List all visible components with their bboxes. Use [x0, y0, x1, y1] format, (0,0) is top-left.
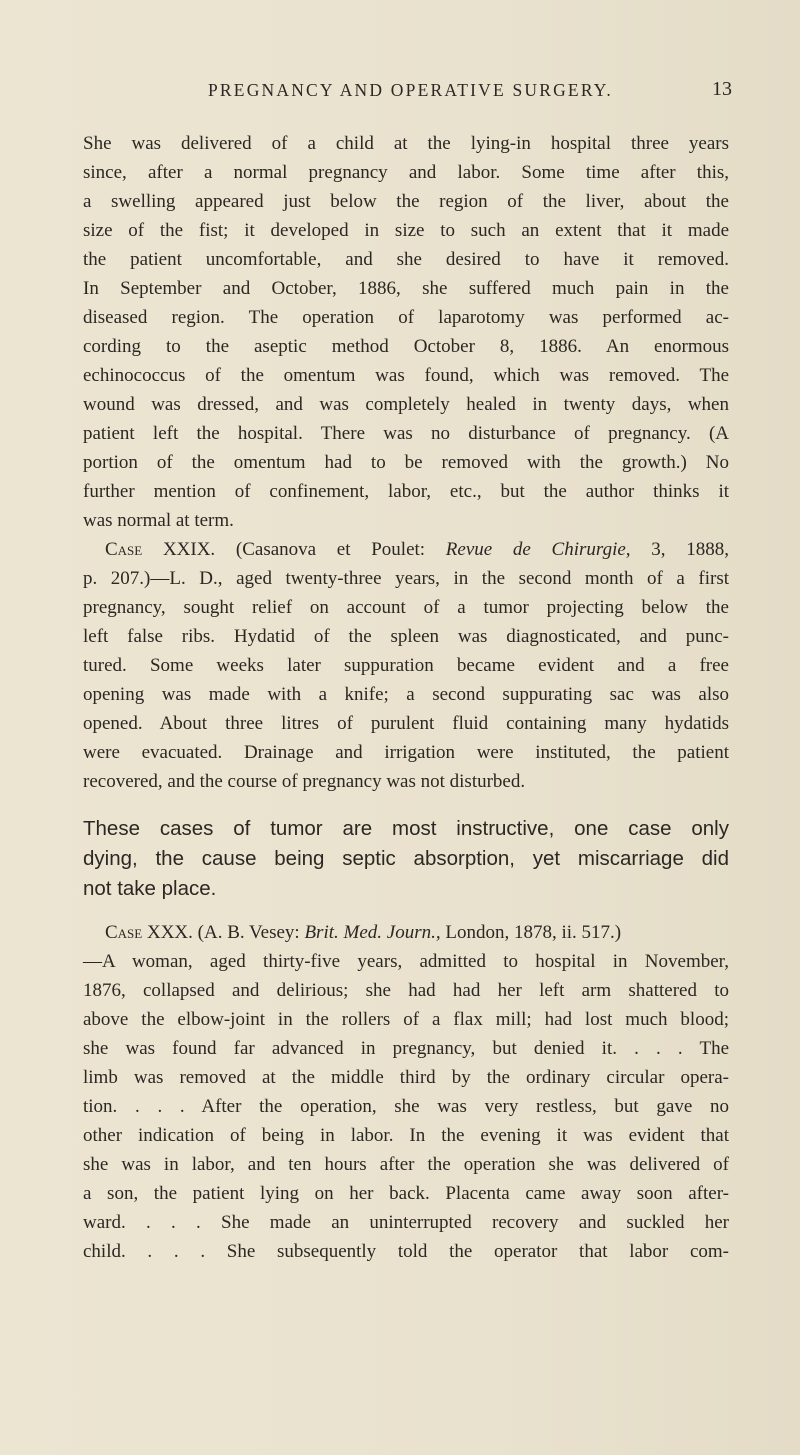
text-line: a son, the patient lying on her back. Placenta came away soon after-	[83, 1183, 729, 1204]
text-line: She was delivered of a child at the lying-in hospital three years	[83, 133, 729, 154]
text-line: not take place.	[83, 877, 217, 900]
text-line: In September and October, 1886, she suffered much pain in the	[83, 278, 729, 299]
text-line: the patient uncomfortable, and she desired to have it removed.	[83, 249, 729, 270]
text-line: recovered, and the course of pregnancy was not disturbed.	[83, 771, 526, 792]
text-line: was normal at term.	[83, 510, 234, 531]
text-line: above the elbow-joint in the rollers of a flax mill; had lost much blood;	[83, 1009, 729, 1030]
text-line: patient left the hospital. There was no disturbance of pregnancy. (A	[83, 423, 729, 444]
text-line: —A woman, aged thirty-five years, admitted to hospital in November,	[83, 951, 729, 972]
case-xxx	[83, 918, 729, 1266]
text-line: since, after a normal pregnancy and labor. Some time after this,	[83, 162, 729, 183]
paragraph-continuation	[83, 129, 729, 535]
inserted-commentary	[83, 814, 729, 904]
citation-text: 3, 1888,	[630, 539, 729, 560]
text-line: other indication of being in labor. In the evening it was evident that	[83, 1125, 729, 1146]
text-line: portion of the omentum had to be removed with the growth.) No	[83, 452, 729, 473]
text-line: opening was made with a knife; a second suppurating sac was also	[83, 684, 729, 705]
text-line: she was in labor, and ten hours after the operation she was delivered of	[83, 1154, 729, 1175]
text-line: child. . . . She subsequently told the operator that labor com-	[83, 1241, 729, 1262]
text-line: dying, the cause being septic absorption, yet miscarriage did	[83, 847, 729, 870]
body-text	[83, 129, 729, 1266]
text-line: p. 207.)—L. D., aged twenty-three years, in the second month of a first	[83, 568, 729, 589]
text-line: a swelling appeared just below the region of the liver, about the	[83, 191, 729, 212]
text-line: were evacuated. Drainage and irrigation were instituted, the patient	[83, 742, 729, 763]
text-line: 1876, collapsed and delirious; she had had her left arm shattered to	[83, 980, 729, 1001]
text-line: opened. About three litres of purulent fluid containing many hydatids	[83, 713, 729, 734]
text-line: cording to the aseptic method October 8, 1886. An enormous	[83, 336, 729, 357]
text-line: ward. . . . She made an uninterrupted recovery and suckled her	[83, 1212, 729, 1233]
case-heading-line	[83, 535, 729, 564]
citation-text: London, 1878, ii. 517.)	[440, 922, 622, 943]
citation-text: (A. B. Vesey:	[192, 922, 305, 943]
text-line: pregnancy, sought relief on account of a tumor projecting below the	[83, 597, 729, 618]
journal-title: Revue de Chirurgie,	[445, 539, 631, 560]
case-label: Case XXX.	[105, 922, 193, 943]
text-line: tured. Some weeks later suppuration became evident and a free	[83, 655, 729, 676]
case-label: Case XXIX.	[105, 539, 216, 560]
text-line: echinococcus of the omentum was found, which was removed. The	[83, 365, 729, 386]
journal-title: Brit. Med. Journ.,	[304, 922, 441, 943]
text-line: tion. . . . After the operation, she was very restless, but gave no	[83, 1096, 729, 1117]
text-line: she was found far advanced in pregnancy, but denied it. . . . The	[83, 1038, 729, 1059]
case-xxix	[83, 535, 729, 796]
text-line: wound was dressed, and was completely healed in twenty days, when	[83, 394, 729, 415]
text-line: left false ribs. Hydatid of the spleen was diagnosticated, and punc-	[83, 626, 729, 647]
page-number: 13	[712, 78, 732, 100]
text-line: diseased region. The operation of laparotomy was performed ac-	[83, 307, 729, 328]
text-line: These cases of tumor are most instructive, one case only	[83, 817, 729, 840]
text-line: further mention of confinement, labor, etc., but the author thinks it	[83, 481, 729, 502]
text-line: limb was removed at the middle third by the ordinary circular opera-	[83, 1067, 729, 1088]
citation-text: (Casanova et Poulet:	[215, 539, 446, 560]
text-line: size of the fist; it developed in size to such an extent that it made	[83, 220, 729, 241]
case-heading-line	[83, 918, 729, 947]
running-title: PREGNANCY AND OPERATIVE SURGERY.	[208, 80, 613, 100]
